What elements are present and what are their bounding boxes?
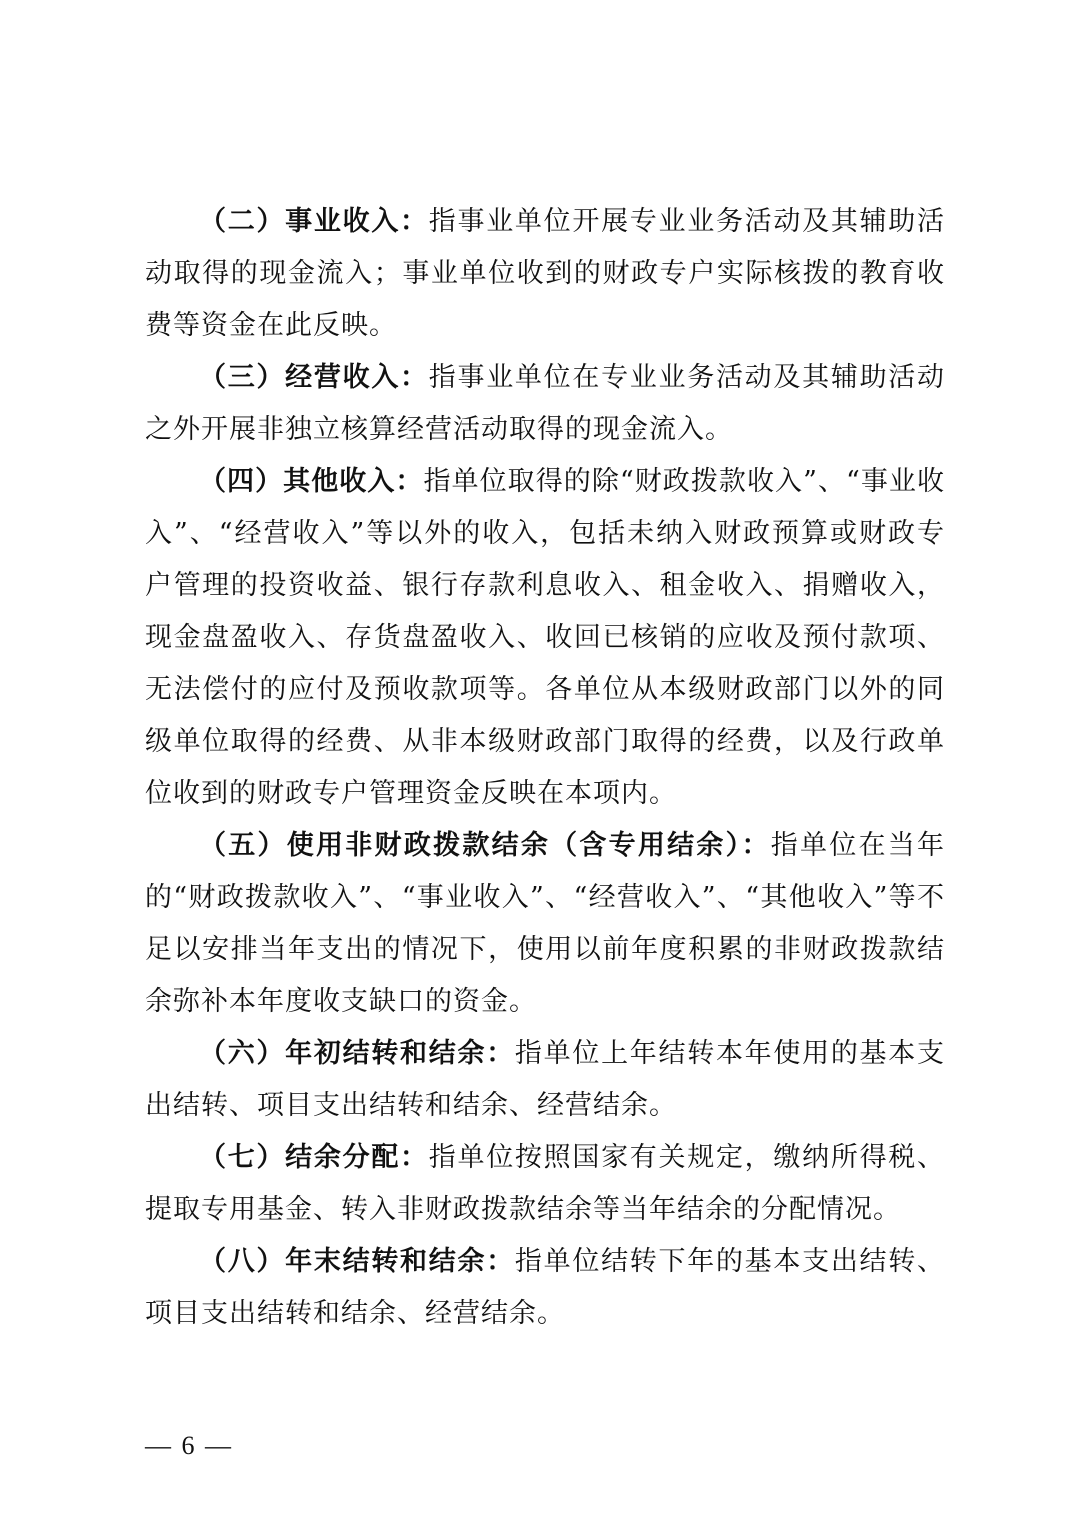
paragraph-non-fiscal-balance [145, 820, 945, 1028]
paragraph-heading: （八）年末结转和结余： [199, 1246, 515, 1277]
paragraph-opening-carryover [145, 1028, 945, 1132]
document-body [145, 196, 945, 1340]
paragraph-heading: （六）年初结转和结余： [199, 1038, 515, 1069]
paragraph-heading: （四）其他收入： [199, 466, 424, 497]
paragraph-business-income [145, 196, 945, 352]
paragraph-other-income [145, 456, 945, 820]
paragraph-heading: （三）经营收入： [199, 362, 429, 393]
paragraph-balance-distribution [145, 1132, 945, 1236]
paragraph-heading: （七）结余分配： [199, 1142, 429, 1173]
paragraph-text: 指事业单位在专业业务活动及其辅助活动之外开展非独立核算经营活动取得的现金流入。 [145, 362, 946, 445]
paragraph-text: 指单位按照国家有关规定，缴纳所得税、提取专用基金、转入非财政拨款结余等当年结余的分配情况。 [145, 1142, 946, 1225]
paragraph-text: 指单位取得的除“财政拨款收入”、“事业收入”、“经营收入”等以外的收入，包括未纳入财政预算或财政专户管理的投资收益、银行存款利息收入、租金收入、捐赠收入，现金盘盈收入、存货盘盈收入、收回已核销的应收及预付款项、无法偿付的应付及预收款项等。各单位从本级财政部门以外的同级单位取得的经费、从非本级财政部门取得的经费，以及行政单位收到的财政专户管理资金反映在本项内。 [145, 466, 945, 809]
paragraph-heading: （二）事业收入： [199, 206, 429, 237]
paragraph-text: 指单位上年结转本年使用的基本支出结转、项目支出结转和结余、经营结余。 [145, 1038, 946, 1121]
paragraph-text: 指单位结转下年的基本支出结转、项目支出结转和结余、经营结余。 [145, 1246, 946, 1329]
paragraph-operating-income [145, 352, 945, 456]
paragraph-closing-carryover [145, 1236, 945, 1340]
page-number: — 6 — [145, 1431, 233, 1460]
paragraph-text: 指事业单位开展专业业务活动及其辅助活动取得的现金流入；事业单位收到的财政专户实际核拨的教育收费等资金在此反映。 [145, 206, 946, 341]
paragraph-text: 指单位在当年的“财政拨款收入”、“事业收入”、“经营收入”、“其他收入”等不足以安排当年支出的情况下，使用以前年度积累的非财政拨款结余弥补本年度收支缺口的资金。 [145, 830, 946, 1017]
paragraph-heading: （五）使用非财政拨款结余（含专用结余）： [199, 830, 771, 861]
